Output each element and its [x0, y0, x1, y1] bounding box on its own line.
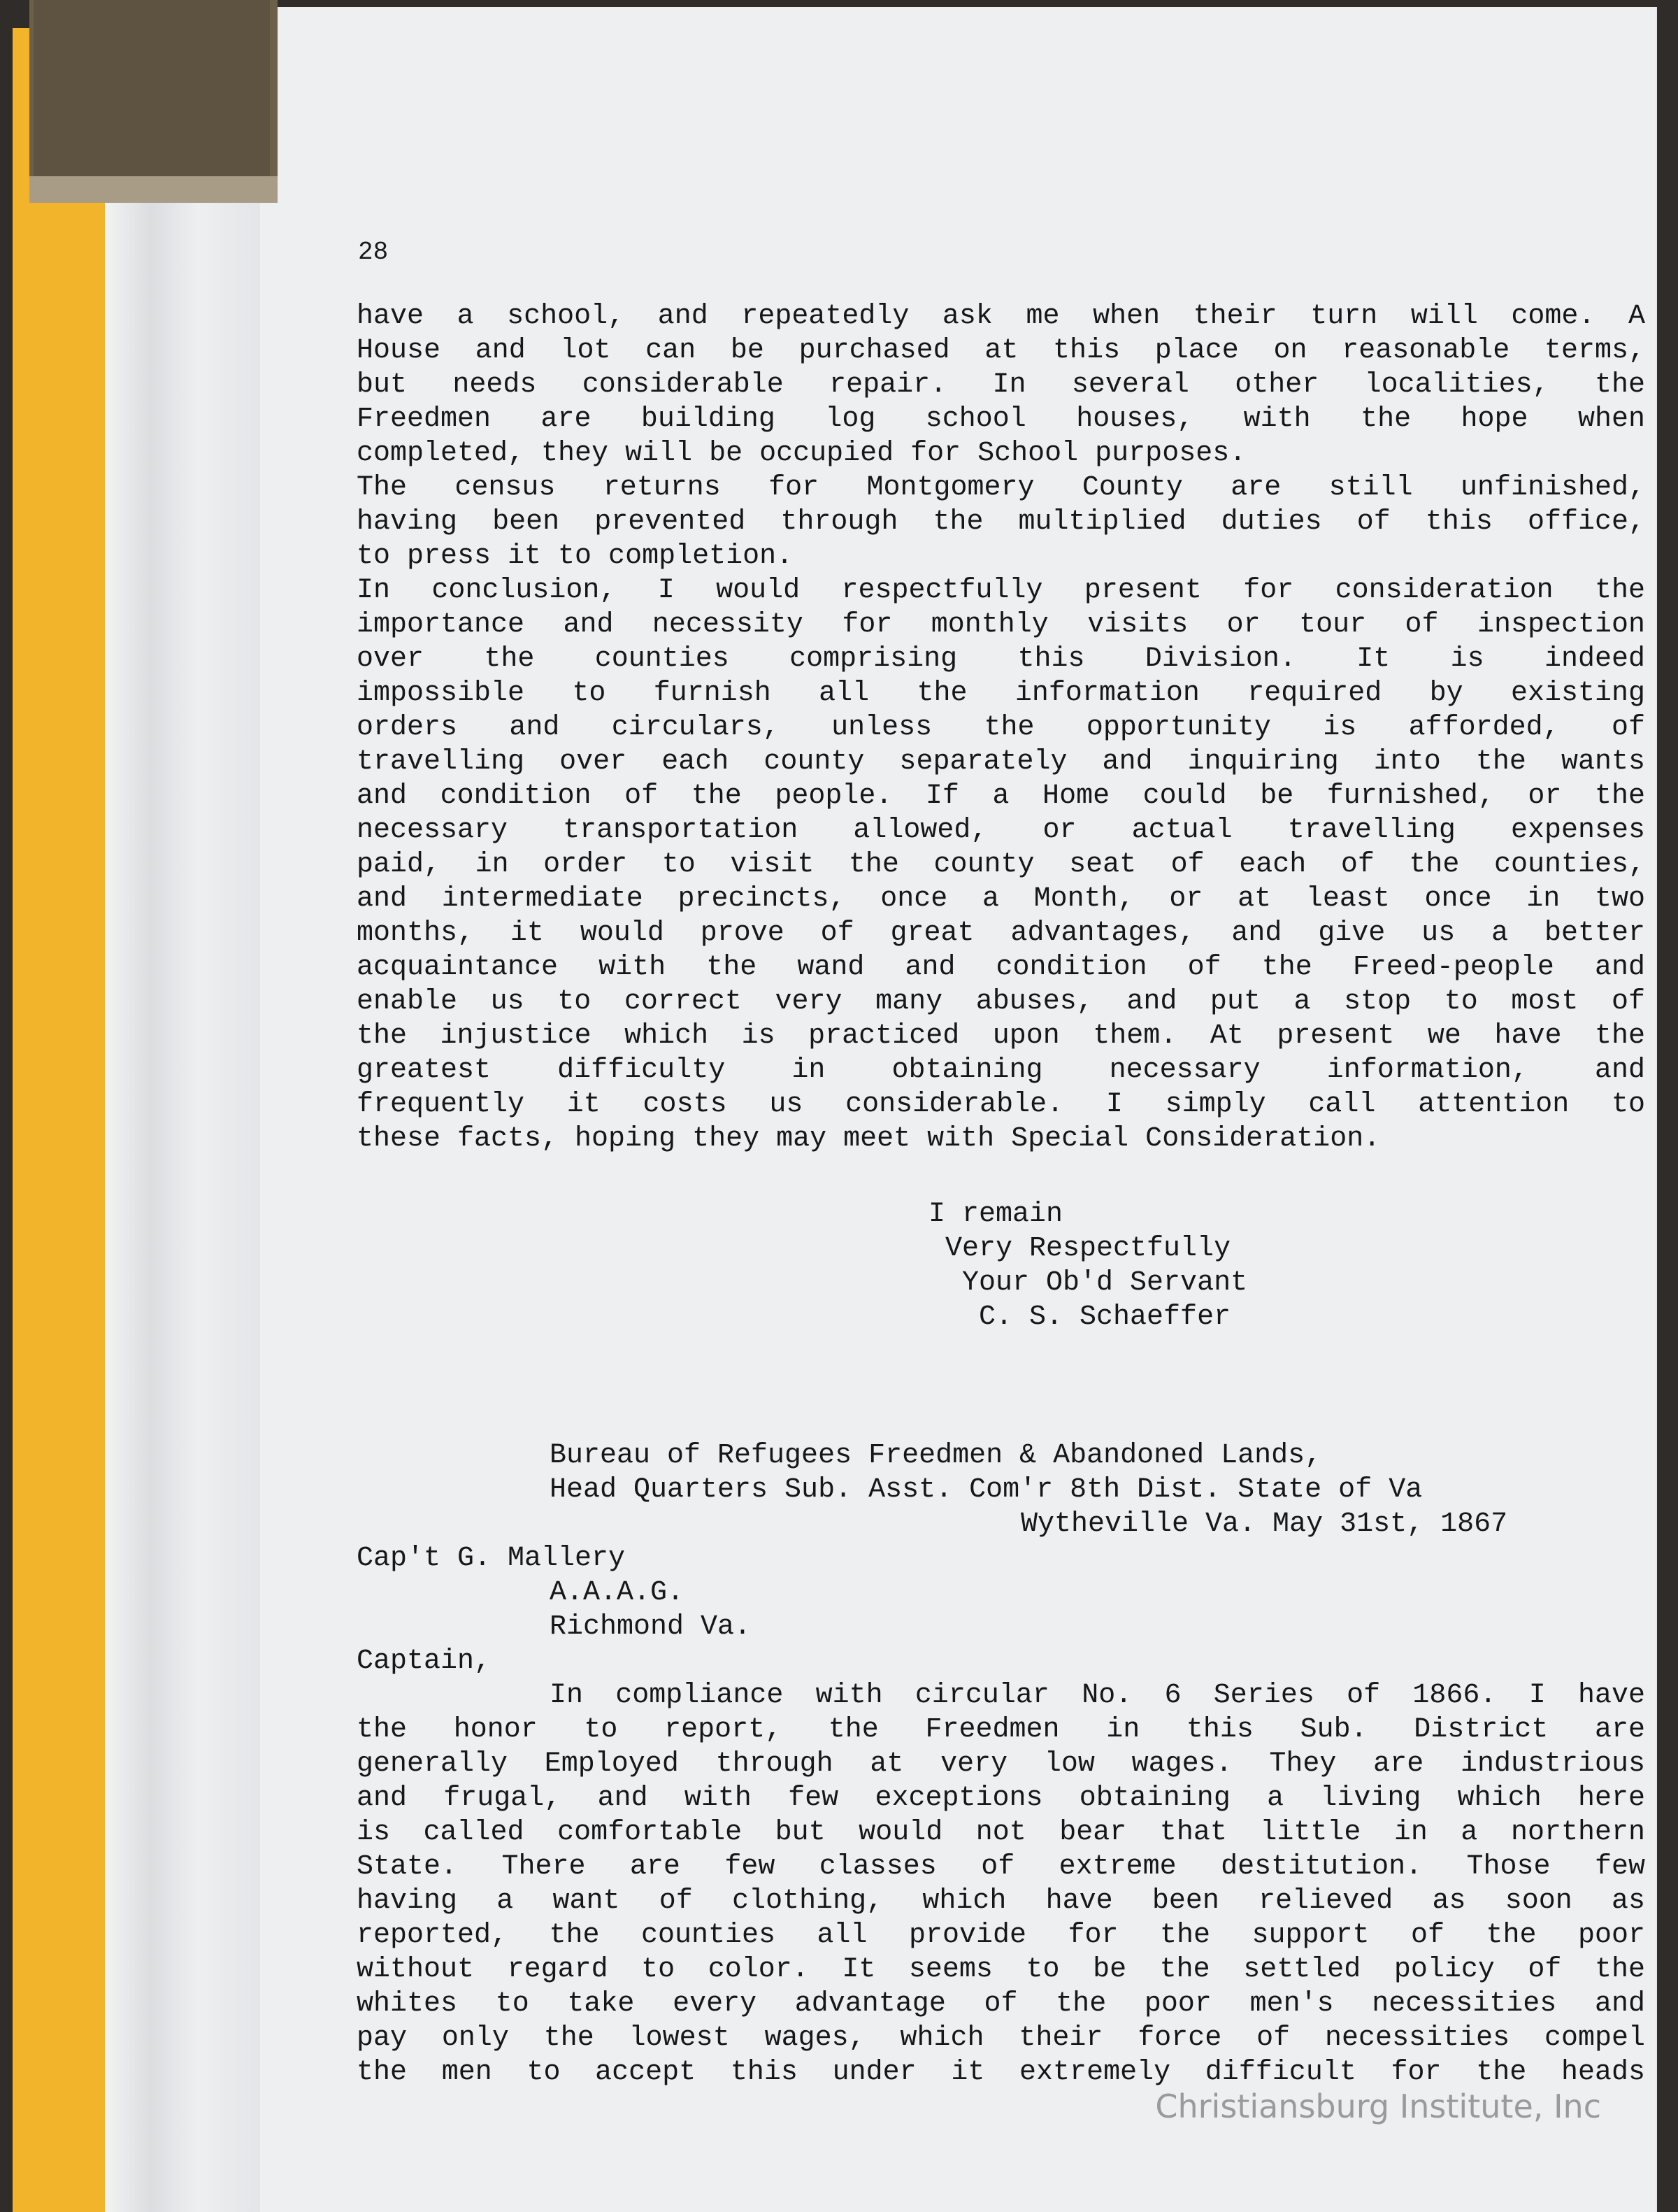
paragraph-3	[357, 573, 1645, 1156]
text-line: orders and circulars, unless the opportunity is afforded, of	[357, 712, 1645, 743]
closing-respectfully: Very Respectfully	[928, 1233, 1231, 1264]
text-line: over the counties comprising this Division. It is indeed	[357, 643, 1645, 675]
paragraph-2	[357, 471, 1645, 573]
watermark: Christiansburg Institute, Inc	[1155, 2088, 1601, 2125]
text-line: having been prevented through the multiplied duties of this office,	[357, 506, 1645, 538]
yellow-binder	[13, 28, 117, 2212]
text-line: the men to accept this under it extremely difficult for the heads	[357, 2057, 1645, 2088]
text-line: travelling over each county separately and inquiring into the wants	[357, 746, 1645, 778]
closing-servant: Your Ob'd Servant	[928, 1267, 1248, 1299]
text-line: the honor to report, the Freedmen in this Sub. District are	[357, 1714, 1645, 1746]
text-line: to press it to completion.	[357, 541, 794, 572]
text-line: completed, they will be occupied for School purposes.	[357, 438, 1247, 469]
text-line: and frugal, and with few exceptions obtaining a living which here	[357, 1783, 1645, 1814]
text-line: importance and necessity for monthly visits or tour of inspection	[357, 609, 1645, 641]
text-line: acquaintance with the wand and condition of the Freed-people and	[357, 952, 1645, 983]
text-line: whites to take every advantage of the poor men's necessities and	[357, 1988, 1645, 2020]
text-line: and condition of the people. If a Home could be furnished, or the	[357, 780, 1645, 812]
paragraph-1	[357, 299, 1645, 471]
text-line: Freedmen are building log school houses, with the hope when	[357, 404, 1645, 435]
text-line: but needs considerable repair. In several other localities, the	[357, 369, 1645, 401]
text-line: without regard to color. It seems to be the settled policy of the	[357, 1954, 1645, 1985]
text-line: The census returns for Montgomery County are still unfinished,	[357, 472, 1645, 504]
text-line: In conclusion, I would respectfully present for consideration the	[357, 575, 1645, 606]
text-line: is called comfortable but would not bear that little in a northern	[357, 1817, 1645, 1848]
place-date: Wytheville Va. May 31st, 1867	[1021, 1508, 1508, 1540]
text-line: reported, the counties all provide for the support of the poor	[357, 1920, 1645, 1951]
text-line: paid, in order to visit the county seat of each of the counties,	[357, 849, 1645, 880]
text-line: pay only the lowest wages, which their force of necessities compel	[357, 2022, 1645, 2054]
binder-clip-rim	[29, 176, 278, 203]
text-line: having a want of clothing, which have been relieved as soon as	[357, 1885, 1645, 1917]
text-line: House and lot can be purchased at this place on reasonable terms,	[357, 335, 1645, 366]
addressee-location: Richmond Va.	[550, 1611, 752, 1643]
signature-name: C. S. Schaeffer	[928, 1301, 1231, 1333]
text-line: generally Employed through at very low wages. They are industrious	[357, 1748, 1645, 1780]
text-line: these facts, hoping they may meet with Special Consideration.	[357, 1123, 1381, 1155]
binder-clip-face	[34, 0, 270, 178]
text-line: impossible to furnish all the information required by existing	[357, 678, 1645, 709]
text-line: greatest difficulty in obtaining necessary information, and	[357, 1055, 1645, 1086]
text-line: and intermediate precincts, once a Month, or at least once in two	[357, 883, 1645, 915]
addressee-title: A.A.A.G.	[550, 1577, 684, 1608]
salutation: Captain,	[357, 1646, 492, 1677]
text-line: frequently it costs us considerable. I simply call attention to	[357, 1089, 1645, 1120]
text-line: the injustice which is practiced upon them. At present we have the	[357, 1020, 1645, 1052]
page-edge	[105, 7, 260, 2212]
addressee-name: Cap't G. Mallery	[357, 1543, 626, 1574]
text-line: months, it would prove of great advantages, and give us a better	[357, 918, 1645, 949]
text-line: necessary transportation allowed, or actual travelling expenses	[357, 815, 1645, 846]
text-line: have a school, and repeatedly ask me when their turn will come. A	[357, 301, 1645, 332]
letterhead-line-2: Head Quarters Sub. Asst. Com'r 8th Dist. State of Va	[550, 1474, 1423, 1506]
closing-remain: I remain	[928, 1199, 1063, 1230]
text-line: State. There are few classes of extreme destitution. Those few	[357, 1851, 1645, 1883]
page-number: 28	[358, 238, 389, 266]
text-line: enable us to correct very many abuses, and put a stop to most of	[357, 986, 1645, 1018]
letterhead-line-1: Bureau of Refugees Freedmen & Abandoned Lands,	[550, 1440, 1322, 1471]
text-line: In compliance with circular No. 6 Series of 1866. I have	[550, 1680, 1645, 1711]
paragraph-4	[357, 1713, 1645, 2090]
paragraph-4-opening	[550, 1678, 1645, 1713]
